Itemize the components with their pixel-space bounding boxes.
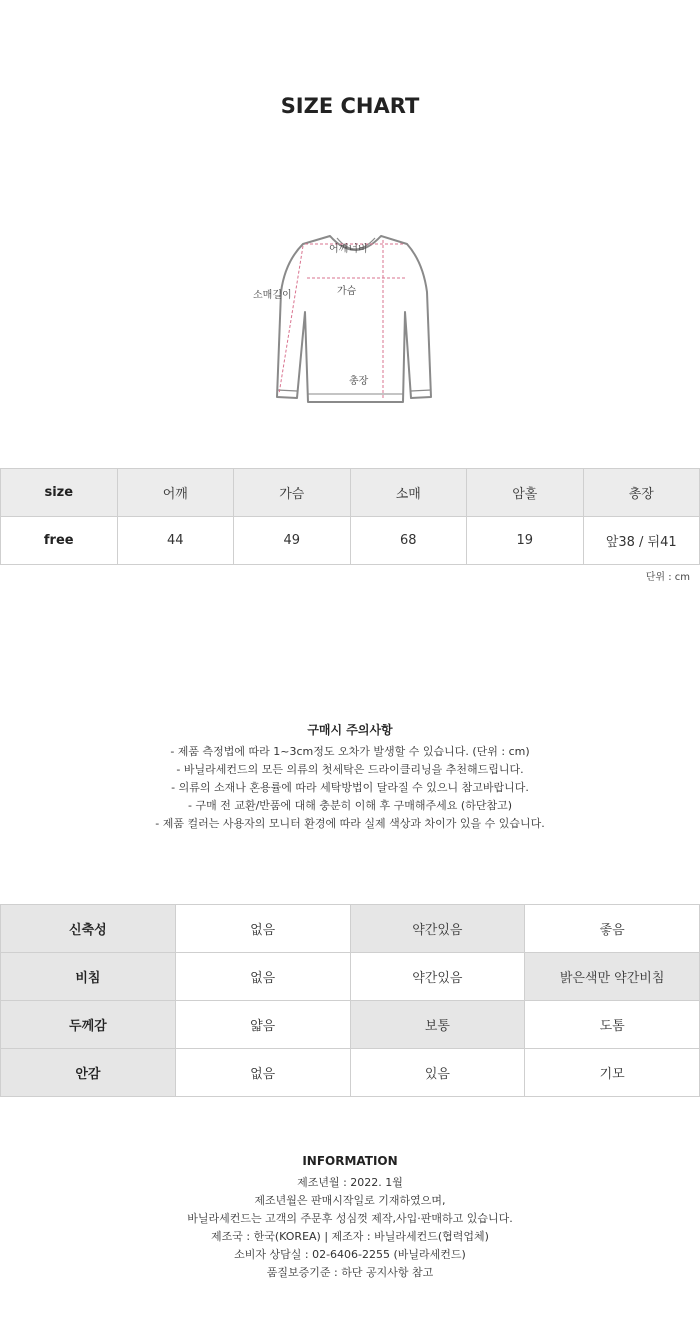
size-table: [0, 468, 700, 565]
fabric-option: 없음: [175, 953, 350, 1001]
fabric-option: 보통: [350, 1001, 525, 1049]
fabric-option: 도톰: [525, 1001, 700, 1049]
table-cell: 49: [234, 517, 351, 565]
information-title: INFORMATION: [302, 1154, 398, 1168]
info-line: 제조년월 : 2022. 1월: [297, 1176, 403, 1189]
page-title: SIZE CHART: [280, 94, 420, 118]
length-label: 총장: [349, 376, 369, 387]
fabric-label: 비침: [1, 953, 176, 1001]
table-cell: free: [1, 517, 118, 565]
fabric-label: 두께감: [1, 1001, 176, 1049]
table-cell: 19: [467, 517, 584, 565]
table-row: [1, 1001, 700, 1049]
caution-line: - 구매 전 교환/반품에 대해 충분히 이해 후 구매해주세요 (하단참고): [187, 799, 512, 812]
fabric-option: 없음: [175, 905, 350, 953]
fabric-option: 밝은색만 약간비침: [525, 953, 700, 1001]
info-line: 바닐라세컨드는 고객의 주문후 성심껏 제작,사입·판매하고 있습니다.: [187, 1212, 513, 1225]
table-header-cell: size: [1, 469, 118, 517]
sleeve-label: 소매길이: [253, 290, 292, 301]
fabric-option: 얇음: [175, 1001, 350, 1049]
info-line: 품질보증기준 : 하단 공지사항 참고: [266, 1266, 434, 1279]
table-header-row: [1, 469, 700, 517]
unit-note: 단위 : cm: [645, 572, 690, 583]
fabric-table: [0, 904, 700, 1097]
table-row: [1, 517, 700, 565]
shoulder-label: 어깨너비: [329, 244, 368, 255]
fabric-option: 약간있음: [350, 953, 525, 1001]
info-line: 제조국 : 한국(KOREA) | 제조자 : 바닐라세컨드(협력업체): [211, 1230, 489, 1243]
table-header-cell: 소매: [350, 469, 467, 517]
table-header-cell: 암홀: [467, 469, 584, 517]
fabric-option: 약간있음: [350, 905, 525, 953]
table-cell: 68: [350, 517, 467, 565]
fabric-option: 있음: [350, 1049, 525, 1097]
caution-title: 구매시 주의사항: [307, 723, 393, 737]
table-row: [1, 1049, 700, 1097]
garment-diagram: [245, 222, 445, 412]
info-line: 소비자 상담실 : 02-6406-2255 (바닐라세컨드): [234, 1248, 466, 1261]
caution-line: - 의류의 소재나 혼용률에 따라 세탁방법이 달라질 수 있으니 참고바랍니다.: [171, 781, 529, 794]
caution-line: - 제품 측정법에 따라 1~3cm정도 오차가 발생할 수 있습니다. (단위 : cm): [170, 745, 530, 758]
table-header-cell: 어깨: [117, 469, 234, 517]
table-header-cell: 총장: [583, 469, 700, 517]
fabric-label: 신축성: [1, 905, 176, 953]
table-cell: 앞38 / 뒤41: [583, 517, 700, 565]
information-list: [0, 1174, 700, 1282]
fabric-option: 없음: [175, 1049, 350, 1097]
info-line: 제조년월은 판매시작일로 기재하였으며,: [254, 1194, 446, 1207]
fabric-option: 기모: [525, 1049, 700, 1097]
table-row: [1, 905, 700, 953]
caution-line: - 바닐라세컨드의 모든 의류의 첫세탁은 드라이클리닝을 추천해드립니다.: [176, 763, 524, 776]
table-row: [1, 953, 700, 1001]
table-cell: 44: [117, 517, 234, 565]
fabric-label: 안감: [1, 1049, 176, 1097]
caution-list: [0, 743, 700, 833]
table-header-cell: 가슴: [234, 469, 351, 517]
caution-line: - 제품 컬러는 사용자의 모니터 환경에 따라 실제 색상과 차이가 있을 수 있습니다.: [155, 817, 545, 830]
fabric-option: 좋음: [525, 905, 700, 953]
chest-label: 가슴: [337, 286, 357, 297]
